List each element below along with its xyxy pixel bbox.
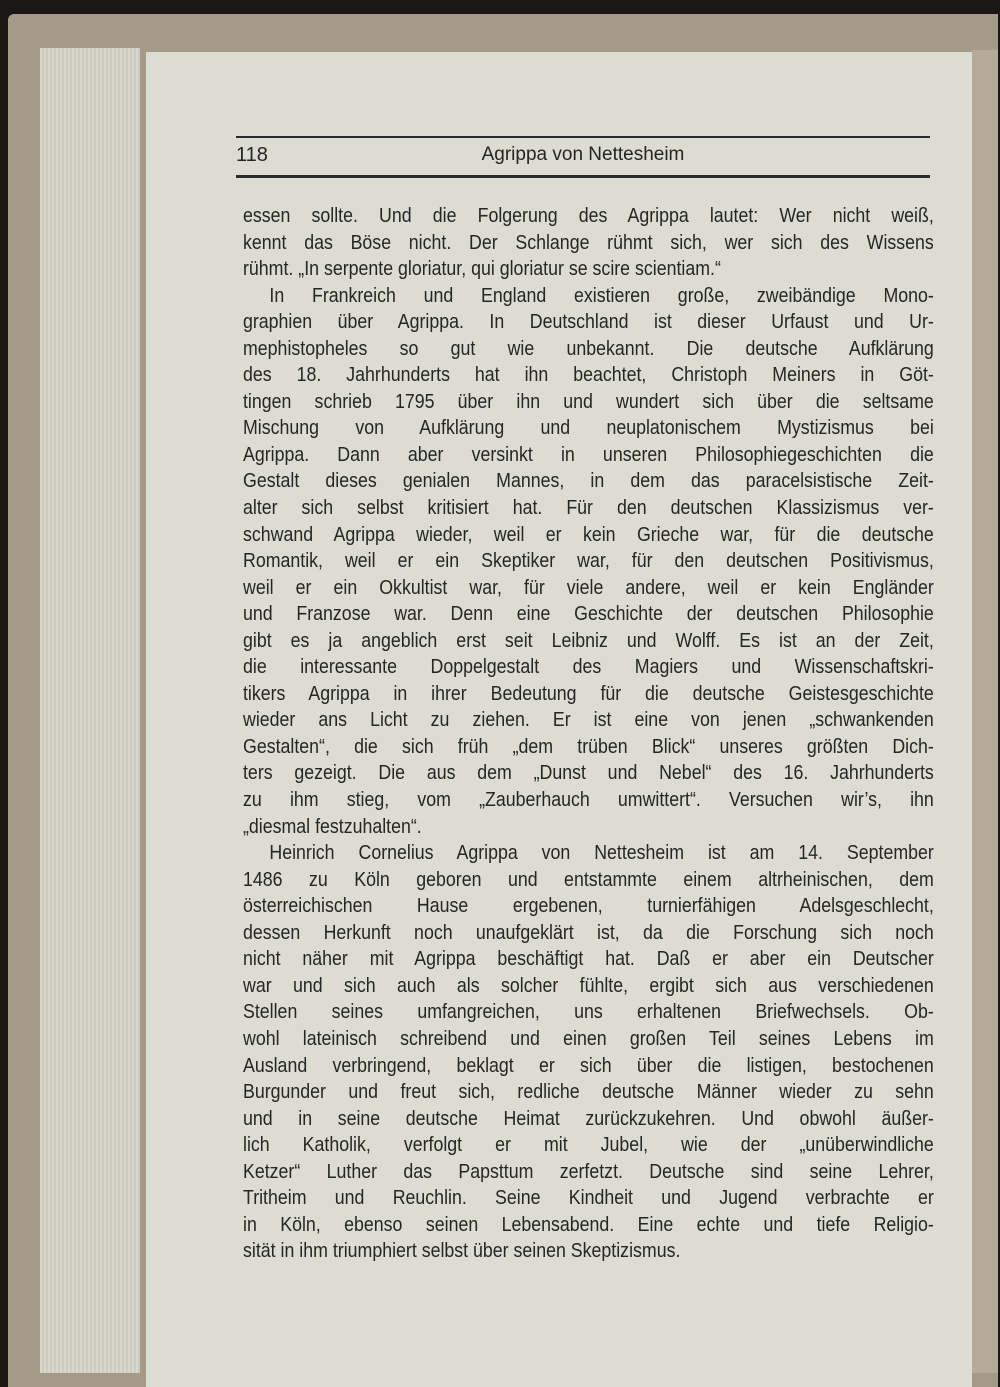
text-line: war und sich auch als solcher fühlte, ergibt sich aus verschiedenen <box>243 974 934 997</box>
body-text <box>243 203 934 1265</box>
text-line: Burgunder und freut sich, redliche deutsche Männer wieder zu sehn <box>243 1081 934 1104</box>
text-line: tingen schrieb 1795 über ihn und wundert sich über die seltsame <box>243 390 934 413</box>
text-line: essen sollte. Und die Folgerung des Agrippa lautet: Wer nicht weiß, <box>243 205 934 227</box>
text-line: und in seine deutsche Heimat zurückzukehren. Und obwohl äußer- <box>243 1107 934 1130</box>
text-line: Mischung von Aufklärung und neuplatonischem Mystizismus bei <box>243 417 934 440</box>
text-line: und Franzose war. Denn eine Geschichte der deutschen Philosophie <box>243 603 934 626</box>
text-line: Heinrich Cornelius Agrippa von Nettesheim ist am 14. September <box>269 842 934 865</box>
text-line: rühmt. „In serpente gloriatur, qui gloriatur se scire scientiam.“ <box>243 258 721 281</box>
text-line: ters gezeigt. Die aus dem „Dunst und Nebel“ des 16. Jahrhunderts <box>243 762 934 785</box>
text-line: österreichischen Hause ergebenen, turnierfähigen Adelsgeschlecht, <box>243 895 934 918</box>
running-header <box>236 136 930 182</box>
text-line: Tritheim und Reuchlin. Seine Kindheit und Jugend verbrachte er <box>243 1187 934 1210</box>
text-line: tikers Agrippa in ihrer Bedeutung für die deutsche Geistesgeschichte <box>243 682 934 705</box>
text-line: mephistopheles so gut wie unbekannt. Die deutsche Aufklärung <box>243 337 934 360</box>
text-line: nicht näher mit Agrippa beschäftigt hat. Daß er aber ein Deutscher <box>243 948 934 971</box>
header-rule-bottom <box>236 175 930 178</box>
text-line: sität in ihm triumphiert selbst über seinen Skeptizismus. <box>243 1240 681 1263</box>
page-edges <box>40 48 140 1373</box>
text-line: 1486 zu Köln geboren und entstammte einem altrheinischen, dem <box>243 868 934 891</box>
page-number: 118 <box>236 144 268 166</box>
text-line: Gestalten“, die sich früh „dem trüben Blick“ unseres größten Dich- <box>243 735 934 758</box>
text-line: In Frankreich und England existieren große, zweibändige Mono- <box>269 284 934 307</box>
text-line: weil er ein Okkultist war, für viele andere, weil er kein Engländer <box>243 576 934 599</box>
text-line: kennt das Böse nicht. Der Schlange rühmt sich, wer sich des Wissens <box>243 231 934 254</box>
text-line: dessen Herkunft noch unaufgeklärt ist, da die Forschung sich noch <box>243 921 934 944</box>
text-line: wohl lateinisch schreibend und einen großen Teil seines Lebens im <box>243 1027 934 1050</box>
text-line: Agrippa. Dann aber versinkt in unseren Philosophiegeschichten die <box>243 443 934 466</box>
running-title: Agrippa von Nettesheim <box>481 144 685 165</box>
text-line: wieder ans Licht zu ziehen. Er ist eine von jenen „schwankenden <box>243 709 934 732</box>
text-line: Ketzer“ Luther das Papsttum zerfetzt. Deutsche sind seine Lehrer, <box>243 1160 934 1183</box>
text-line: Stellen seines umfangreichen, uns erhaltenen Briefwechsels. Ob- <box>243 1001 934 1024</box>
text-line: „diesmal festzuhalten“. <box>243 815 422 838</box>
text-line: graphien über Agrippa. In Deutschland ist dieser Urfaust und Ur- <box>243 311 934 334</box>
text-line: die interessante Doppelgestalt des Magiers und Wissenschaftskri- <box>243 656 934 679</box>
text-line: Ausland verbringend, beklagt er sich über die listigen, bestochenen <box>243 1054 934 1077</box>
text-line: lich Katholik, verfolgt er mit Jubel, wie der „unüberwindliche <box>243 1134 934 1157</box>
text-line: Romantik, weil er ein Skeptiker war, für den deutschen Positivismus, <box>243 550 934 573</box>
facing-page-edge <box>972 50 998 1373</box>
header-rule-top <box>236 136 930 138</box>
text-line: schwand Agrippa wieder, weil er kein Grieche war, für die deutsche <box>243 523 934 546</box>
text-line: des 18. Jahrhunderts hat ihn beachtet, Christoph Meiners in Göt- <box>243 364 934 387</box>
text-line: gibt es ja angeblich erst seit Leibniz und Wolff. Es ist an der Zeit, <box>243 629 934 652</box>
text-line: Gestalt dieses genialen Mannes, in dem das paracelsistische Zeit- <box>243 470 934 493</box>
text-line: in Köln, ebenso seinen Lebensabend. Eine echte und tiefe Religio- <box>243 1213 934 1236</box>
text-line: zu ihm stieg, vom „Zauberhauch umwittert“. Versuchen wir’s, ihn <box>243 789 934 812</box>
text-line: alter sich selbst kritisiert hat. Für den deutschen Klassizismus ver- <box>243 497 934 520</box>
